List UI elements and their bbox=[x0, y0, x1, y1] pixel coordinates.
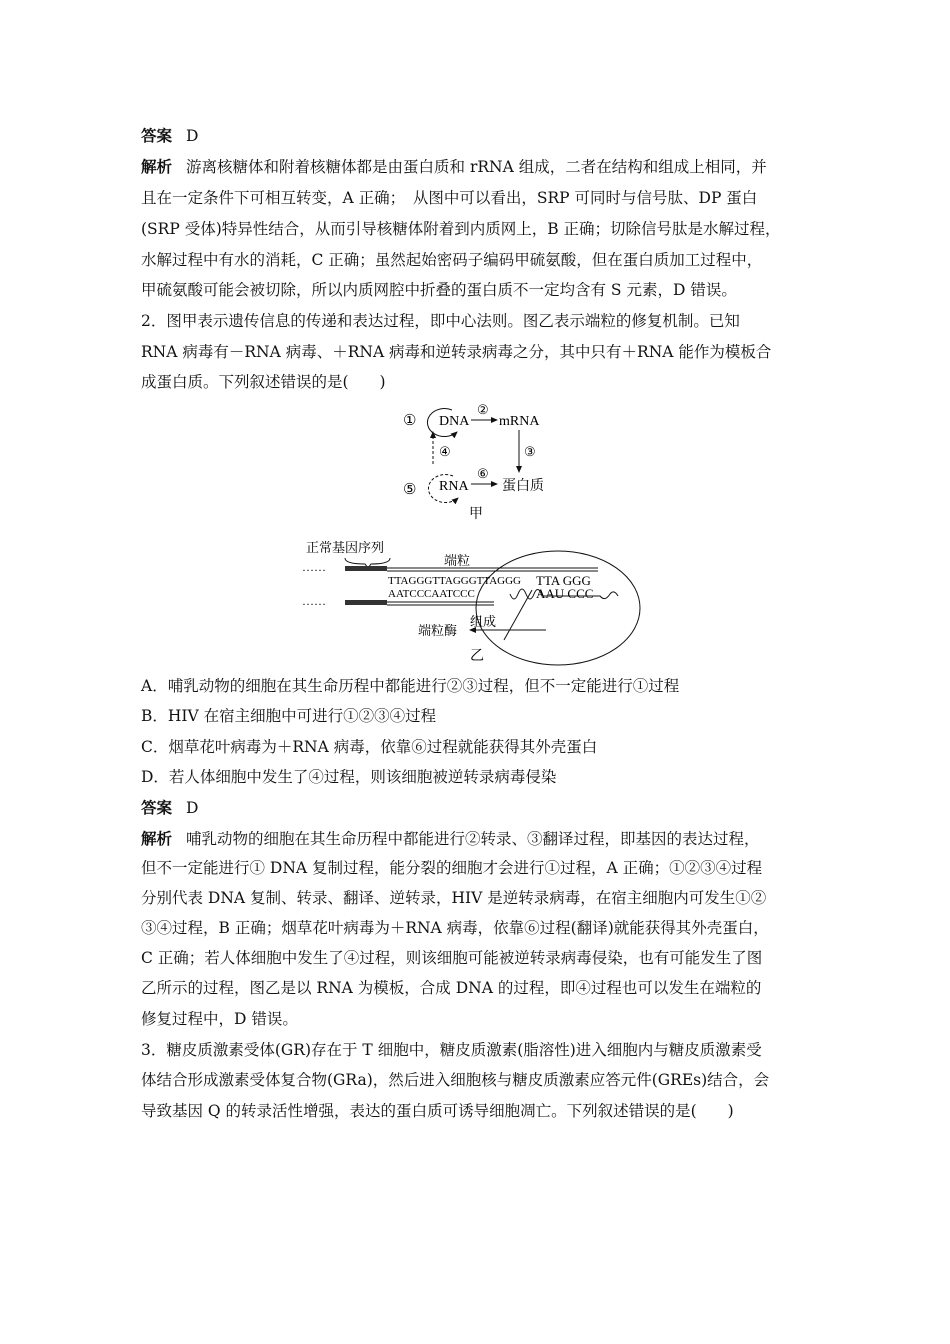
q1-analysis-line-2: 且在一定条件下可相互转变，A 正确； 从图中可以看出，SRP 可同时与信号肽、DP 蛋白 bbox=[141, 189, 758, 207]
q1-answer bbox=[141, 126, 198, 146]
q2-analysis-line-3: 分别代表 DNA 复制、转录、翻译、逆转录，HIV 是逆转录病毒，在宿主细胞内可发生①② bbox=[141, 889, 767, 907]
fig-yi-top-strand-dark bbox=[345, 566, 387, 571]
q3-stem-line-2: 体结合形成激素受体复合物(GRa)，然后进入细胞核与糖皮质激素应答元件(GREs)结合，会 bbox=[141, 1071, 770, 1089]
fig-jia-rna: RNA bbox=[439, 479, 469, 494]
fig-jia-n5: ⑤ bbox=[403, 482, 417, 498]
figure-jia bbox=[395, 400, 565, 524]
fig-yi-dots-bottom: …… bbox=[302, 594, 326, 608]
q2-option-b: B．HIV 在宿主细胞中可进行①②③④过程 bbox=[141, 707, 437, 725]
q2-analysis-line-7: 修复过程中，D 错误。 bbox=[141, 1010, 298, 1028]
fig-yi-rna-template: AAU CCC bbox=[536, 586, 594, 601]
fig-yi-seq-top-right: TTA GGG bbox=[536, 573, 591, 588]
fig-jia-n2: ② bbox=[477, 402, 489, 417]
q2-answer-value: D bbox=[186, 799, 199, 817]
q2-option-d: D．若人体细胞中发生了④过程，则该细胞被逆转录病毒侵染 bbox=[141, 768, 557, 786]
q1-analysis-line-1: 解析 游离核糖体和附着核糖体都是由蛋白质和 rRNA 组成，二者在结构和组成上相同，并 bbox=[141, 157, 767, 176]
fig-yi-pointer bbox=[504, 590, 532, 640]
q2-analysis-label: 解析 bbox=[141, 829, 173, 848]
q2-stem-line-2: RNA 病毒有－RNA 病毒、＋RNA 病毒和逆转录病毒之分，其中只有＋RNA 能作为模板合 bbox=[141, 343, 772, 361]
q2-option-c: C．烟草花叶病毒为＋RNA 病毒，依靠⑥过程就能获得其外壳蛋白 bbox=[141, 738, 598, 756]
fig-jia-n3: ③ bbox=[524, 444, 536, 459]
figure-yi bbox=[300, 534, 645, 666]
q1-analysis-line-3: (SRP 受体)特异性结合，从而引导核糖体附着到内质网上，B 正确；切除信号肽是水解过程， bbox=[141, 220, 781, 238]
fig-yi-enzyme: 端粒酶 bbox=[418, 623, 458, 638]
fig-jia-n4: ④ bbox=[439, 444, 451, 459]
q2-analysis-line-6: 乙所示的过程，图乙是以 RNA 为模板，合成 DNA 的过程，即④过程也可以发生在端粒的 bbox=[141, 979, 762, 997]
q1-answer-value: D bbox=[186, 127, 199, 145]
fig-jia-dna: DNA bbox=[439, 414, 470, 429]
fig-jia-n1: ① bbox=[403, 413, 417, 429]
q1-answer-label: 答案 bbox=[141, 126, 173, 145]
fig-jia-mrna: mRNA bbox=[499, 414, 540, 429]
fig-yi-telomere: 端粒 bbox=[444, 553, 471, 568]
q1-analysis-label: 解析 bbox=[141, 157, 173, 176]
fig-yi-seq-bottom: AATCCCAATCCC bbox=[388, 588, 475, 600]
q3-stem-line-3: 导致基因 Q 的转录活性增强，表达的蛋白质可诱导细胞凋亡。下列叙述错误的是( ) bbox=[141, 1102, 734, 1120]
q2-analysis-line-2: 但不一定能进行① DNA 复制过程，能分裂的细胞才会进行①过程，A 正确；①②③④过程 bbox=[141, 859, 763, 877]
q2-option-a: A．哺乳动物的细胞在其生命历程中都能进行②③过程，但不一定能进行①过程 bbox=[141, 677, 680, 695]
fig-yi-bottom-strand-dark bbox=[345, 600, 387, 605]
q2-stem-line-1: 2．图甲表示遗传信息的传递和表达过程，即中心法则。图乙表示端粒的修复机制。已知 bbox=[141, 312, 740, 330]
fig-yi-dots-top: …… bbox=[302, 560, 326, 574]
fig-yi-compose: 组成 bbox=[470, 614, 497, 629]
fig-jia-caption: 甲 bbox=[469, 507, 483, 522]
q2-stem-line-3: 成蛋白质。下列叙述错误的是( ) bbox=[141, 373, 386, 391]
fig-yi-normal-seq: 正常基因序列 bbox=[306, 540, 385, 555]
q1-analysis-line-4: 水解过程中有水的消耗，C 正确；虽然起始密码子编码甲硫氨酸，但在蛋白质加工过程中， bbox=[141, 251, 763, 269]
fig-jia-protein: 蛋白质 bbox=[502, 479, 544, 494]
fig-jia-n6: ⑥ bbox=[477, 466, 489, 481]
q2-answer bbox=[141, 798, 198, 818]
q2-answer-label: 答案 bbox=[141, 798, 173, 817]
q2-analysis-line-5: C 正确；若人体细胞中发生了④过程，则该细胞可能被逆转录病毒侵染，也有可能发生了图 bbox=[141, 949, 763, 967]
q2-analysis-line-1: 解析 哺乳动物的细胞在其生命历程中都能进行②转录、③翻译过程，即基因的表达过程， bbox=[141, 829, 760, 848]
fig-yi-seq-top: TTAGGGTTAGGGTTAGGG bbox=[388, 575, 521, 587]
q1-analysis-line-5: 甲硫氨酸可能会被切除，所以内质网腔中折叠的蛋白质不一定均含有 S 元素，D 错误。 bbox=[141, 281, 737, 299]
q2-analysis-line-4: ③④过程，B 正确；烟草花叶病毒为＋RNA 病毒，依靠⑥过程(翻译)就能获得其外壳蛋白， bbox=[141, 919, 769, 937]
q3-stem-line-1: 3．糖皮质激素受体(GR)存在于 T 细胞中，糖皮质激素(脂溶性)进入细胞内与糖皮质激素受 bbox=[141, 1041, 762, 1059]
fig-yi-caption: 乙 bbox=[470, 649, 484, 664]
